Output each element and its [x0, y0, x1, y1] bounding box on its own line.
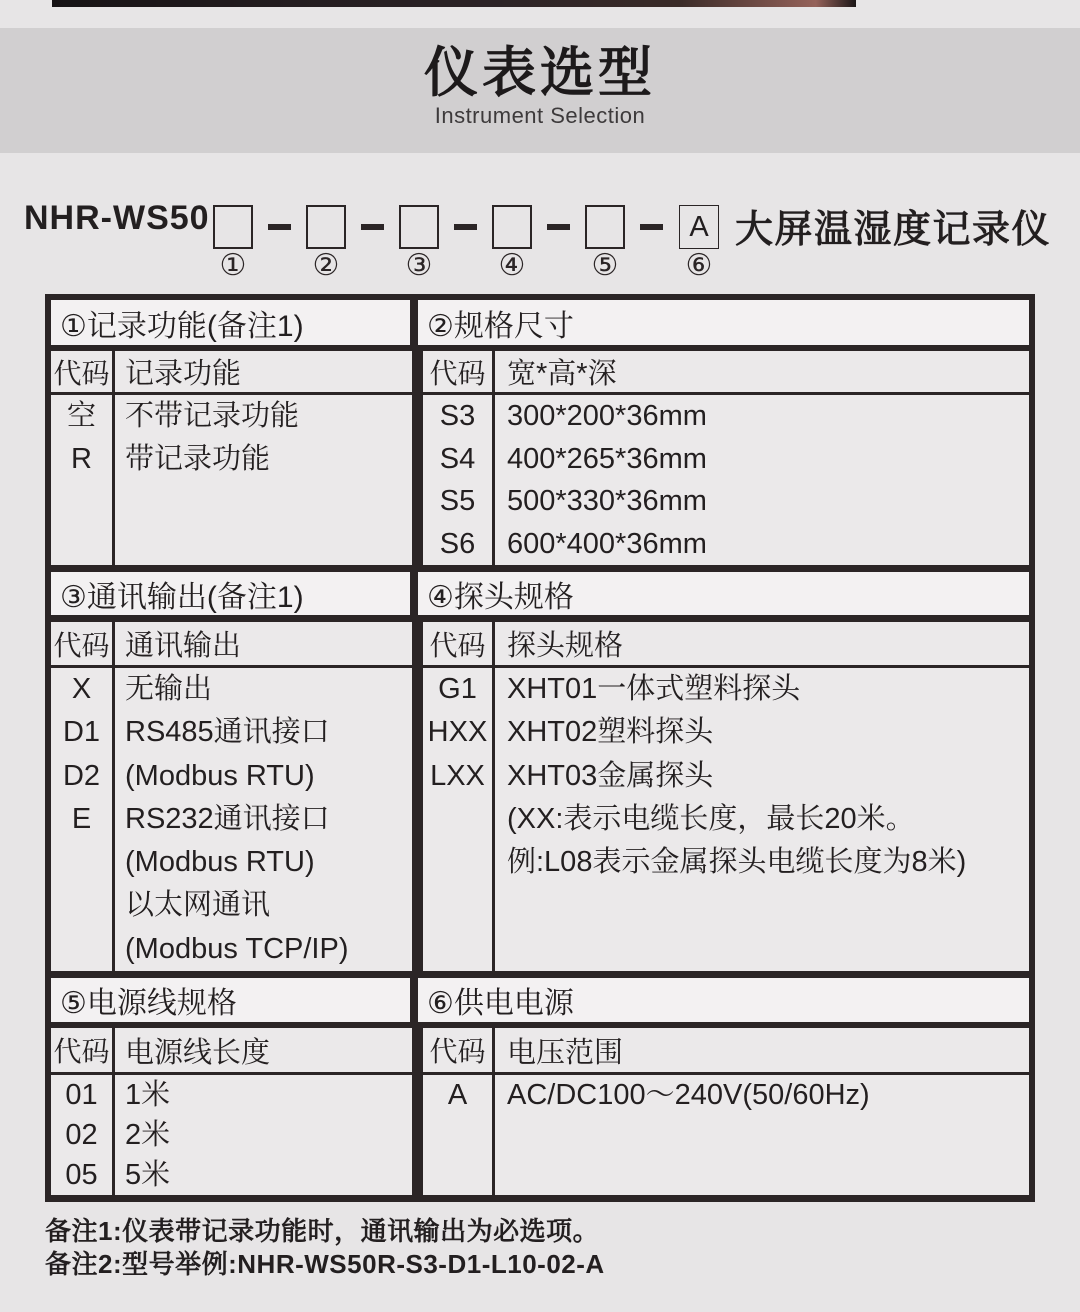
desc-value: 无输出: [125, 673, 213, 705]
section-title-record-function: ①记录功能(备注1): [51, 300, 418, 345]
column-header-row: [51, 622, 1029, 668]
desc-value: (Modbus RTU): [125, 846, 315, 879]
desc-cell: [495, 1075, 1029, 1195]
model-box-6: A: [679, 205, 719, 249]
position-label-4: ④: [498, 249, 526, 282]
column-header-row: [51, 351, 1029, 395]
note-2: 备注2:型号举例:NHR-WS50R-S3-D1-L10-02-A: [45, 1249, 605, 1279]
page-subtitle: Instrument Selection: [434, 103, 646, 129]
desc-value: RS485通讯接口: [125, 716, 330, 749]
desc-value: 400*265*36mm: [507, 442, 707, 475]
code-value: X: [71, 673, 92, 705]
code-value: LXX: [430, 759, 485, 792]
desc-value: XHT01一体式塑料探头: [507, 673, 801, 705]
table-band-3: [51, 978, 1029, 1195]
position-label-1: ①: [219, 249, 247, 282]
desc-value: AC/DC100～240V(50/60Hz): [507, 1079, 870, 1111]
code-value: 01: [65, 1079, 98, 1111]
code-cell: [51, 395, 115, 565]
code-cell: [51, 1075, 115, 1195]
model-box-3: [399, 205, 439, 249]
column-header-code: 代码: [51, 351, 115, 392]
code-value: D2: [62, 759, 101, 792]
desc-value: 500*330*36mm: [507, 485, 707, 517]
column-header-desc: 记录功能: [115, 351, 415, 392]
model-prefix: NHR-WS50: [24, 199, 210, 237]
model-box-4: [492, 205, 532, 249]
code-value: 05: [65, 1159, 98, 1191]
top-image-strip: [52, 0, 856, 7]
note-1: 备注1:仪表带记录功能时，通讯输出为必选项。: [45, 1216, 600, 1246]
title-band: [0, 28, 1080, 153]
half-divider: [415, 622, 423, 665]
section-title-power-supply: ⑥供电电源: [427, 987, 574, 1020]
code-value: S6: [439, 527, 476, 560]
half-divider: [415, 351, 423, 392]
table-band-2: [51, 572, 1029, 978]
column-header-desc: 宽*高*深: [507, 358, 617, 390]
model-dash: [268, 224, 291, 230]
model-suffix: 大屏温湿度记录仪: [735, 209, 1052, 251]
code-value: 空: [66, 400, 96, 432]
column-header-code: 代码: [51, 1028, 115, 1072]
position-label-5: ⑤: [591, 249, 619, 282]
code-cell: [423, 395, 495, 565]
column-header-row: [51, 1028, 1029, 1075]
section-header-row: [51, 572, 1029, 622]
code-value: 02: [65, 1119, 98, 1151]
desc-value: 600*400*36mm: [507, 527, 707, 560]
desc-cell: [115, 668, 415, 971]
column-header-code: 代码: [51, 622, 115, 665]
code-value: S4: [439, 442, 476, 475]
model-box-5: [585, 205, 625, 249]
desc-value: XHT02塑料探头: [507, 716, 714, 749]
model-box-2: [306, 205, 346, 249]
column-header-code: 代码: [423, 622, 495, 665]
code-value: D1: [62, 716, 101, 749]
column-header-desc: 电压范围: [507, 1036, 624, 1069]
desc-value: RS232通讯接口: [125, 802, 330, 835]
section-header-row: [51, 978, 1029, 1028]
position-label-3: ③: [405, 249, 433, 282]
desc-value: 5米: [125, 1159, 171, 1191]
section-title-probe: ④探头规格: [427, 580, 574, 614]
position-label-2: ②: [312, 249, 340, 282]
desc-cell: [495, 395, 1029, 565]
desc-value: 2米: [125, 1119, 171, 1151]
code-value: S5: [439, 485, 476, 517]
desc-value: 300*200*36mm: [507, 400, 707, 432]
code-cell: [51, 668, 115, 971]
column-header-code: 代码: [423, 351, 495, 392]
half-divider: [415, 395, 423, 565]
data-rows: [51, 668, 1029, 971]
desc-value: 以太网通讯: [125, 889, 271, 922]
code-cell: [423, 668, 495, 971]
code-value: E: [71, 802, 92, 835]
desc-value: 1米: [125, 1079, 171, 1111]
position-label-6: ⑥: [685, 249, 713, 282]
model-box-1: [213, 205, 253, 249]
code-value: A: [447, 1079, 468, 1111]
desc-value: 例:L08表示金属探头电缆长度为8米): [507, 846, 967, 879]
column-header-desc: 探头规格: [507, 630, 624, 662]
desc-value: 不带记录功能: [125, 400, 300, 432]
desc-value: (Modbus TCP/IP): [125, 932, 349, 965]
column-header-code: 代码: [423, 1028, 495, 1072]
data-rows: [51, 1075, 1029, 1195]
desc-value: 带记录功能: [125, 442, 271, 475]
half-divider: [415, 1028, 423, 1072]
section-title-communication: ③通讯输出(备注1): [51, 572, 418, 615]
model-dash: [361, 224, 384, 230]
selection-table: [45, 294, 1035, 1202]
half-divider: [415, 668, 423, 971]
section-title-size: ②规格尺寸: [427, 309, 574, 343]
page-title: 仪表选型: [424, 43, 656, 103]
section-header-row: [51, 300, 1029, 351]
half-divider: [415, 1075, 423, 1195]
table-band-1: [51, 300, 1029, 572]
code-value: G1: [438, 673, 477, 705]
data-rows: [51, 395, 1029, 565]
model-dash: [547, 224, 570, 230]
desc-cell: [115, 395, 415, 565]
desc-value: (XX:表示电缆长度，最长20米。: [507, 802, 915, 835]
code-cell: [423, 1075, 495, 1195]
column-header-desc: 通讯输出: [115, 622, 415, 665]
desc-cell: [495, 668, 1029, 971]
column-header-desc: 电源线长度: [115, 1028, 415, 1072]
section-title-power-cord: ⑤电源线规格: [51, 978, 418, 1022]
code-value: S3: [439, 400, 476, 432]
desc-value: XHT03金属探头: [507, 759, 714, 792]
desc-value: (Modbus RTU): [125, 759, 315, 792]
model-dash: [454, 224, 477, 230]
desc-cell: [115, 1075, 415, 1195]
model-dash: [640, 224, 663, 230]
code-value: HXX: [427, 716, 488, 749]
code-value: R: [71, 442, 92, 475]
